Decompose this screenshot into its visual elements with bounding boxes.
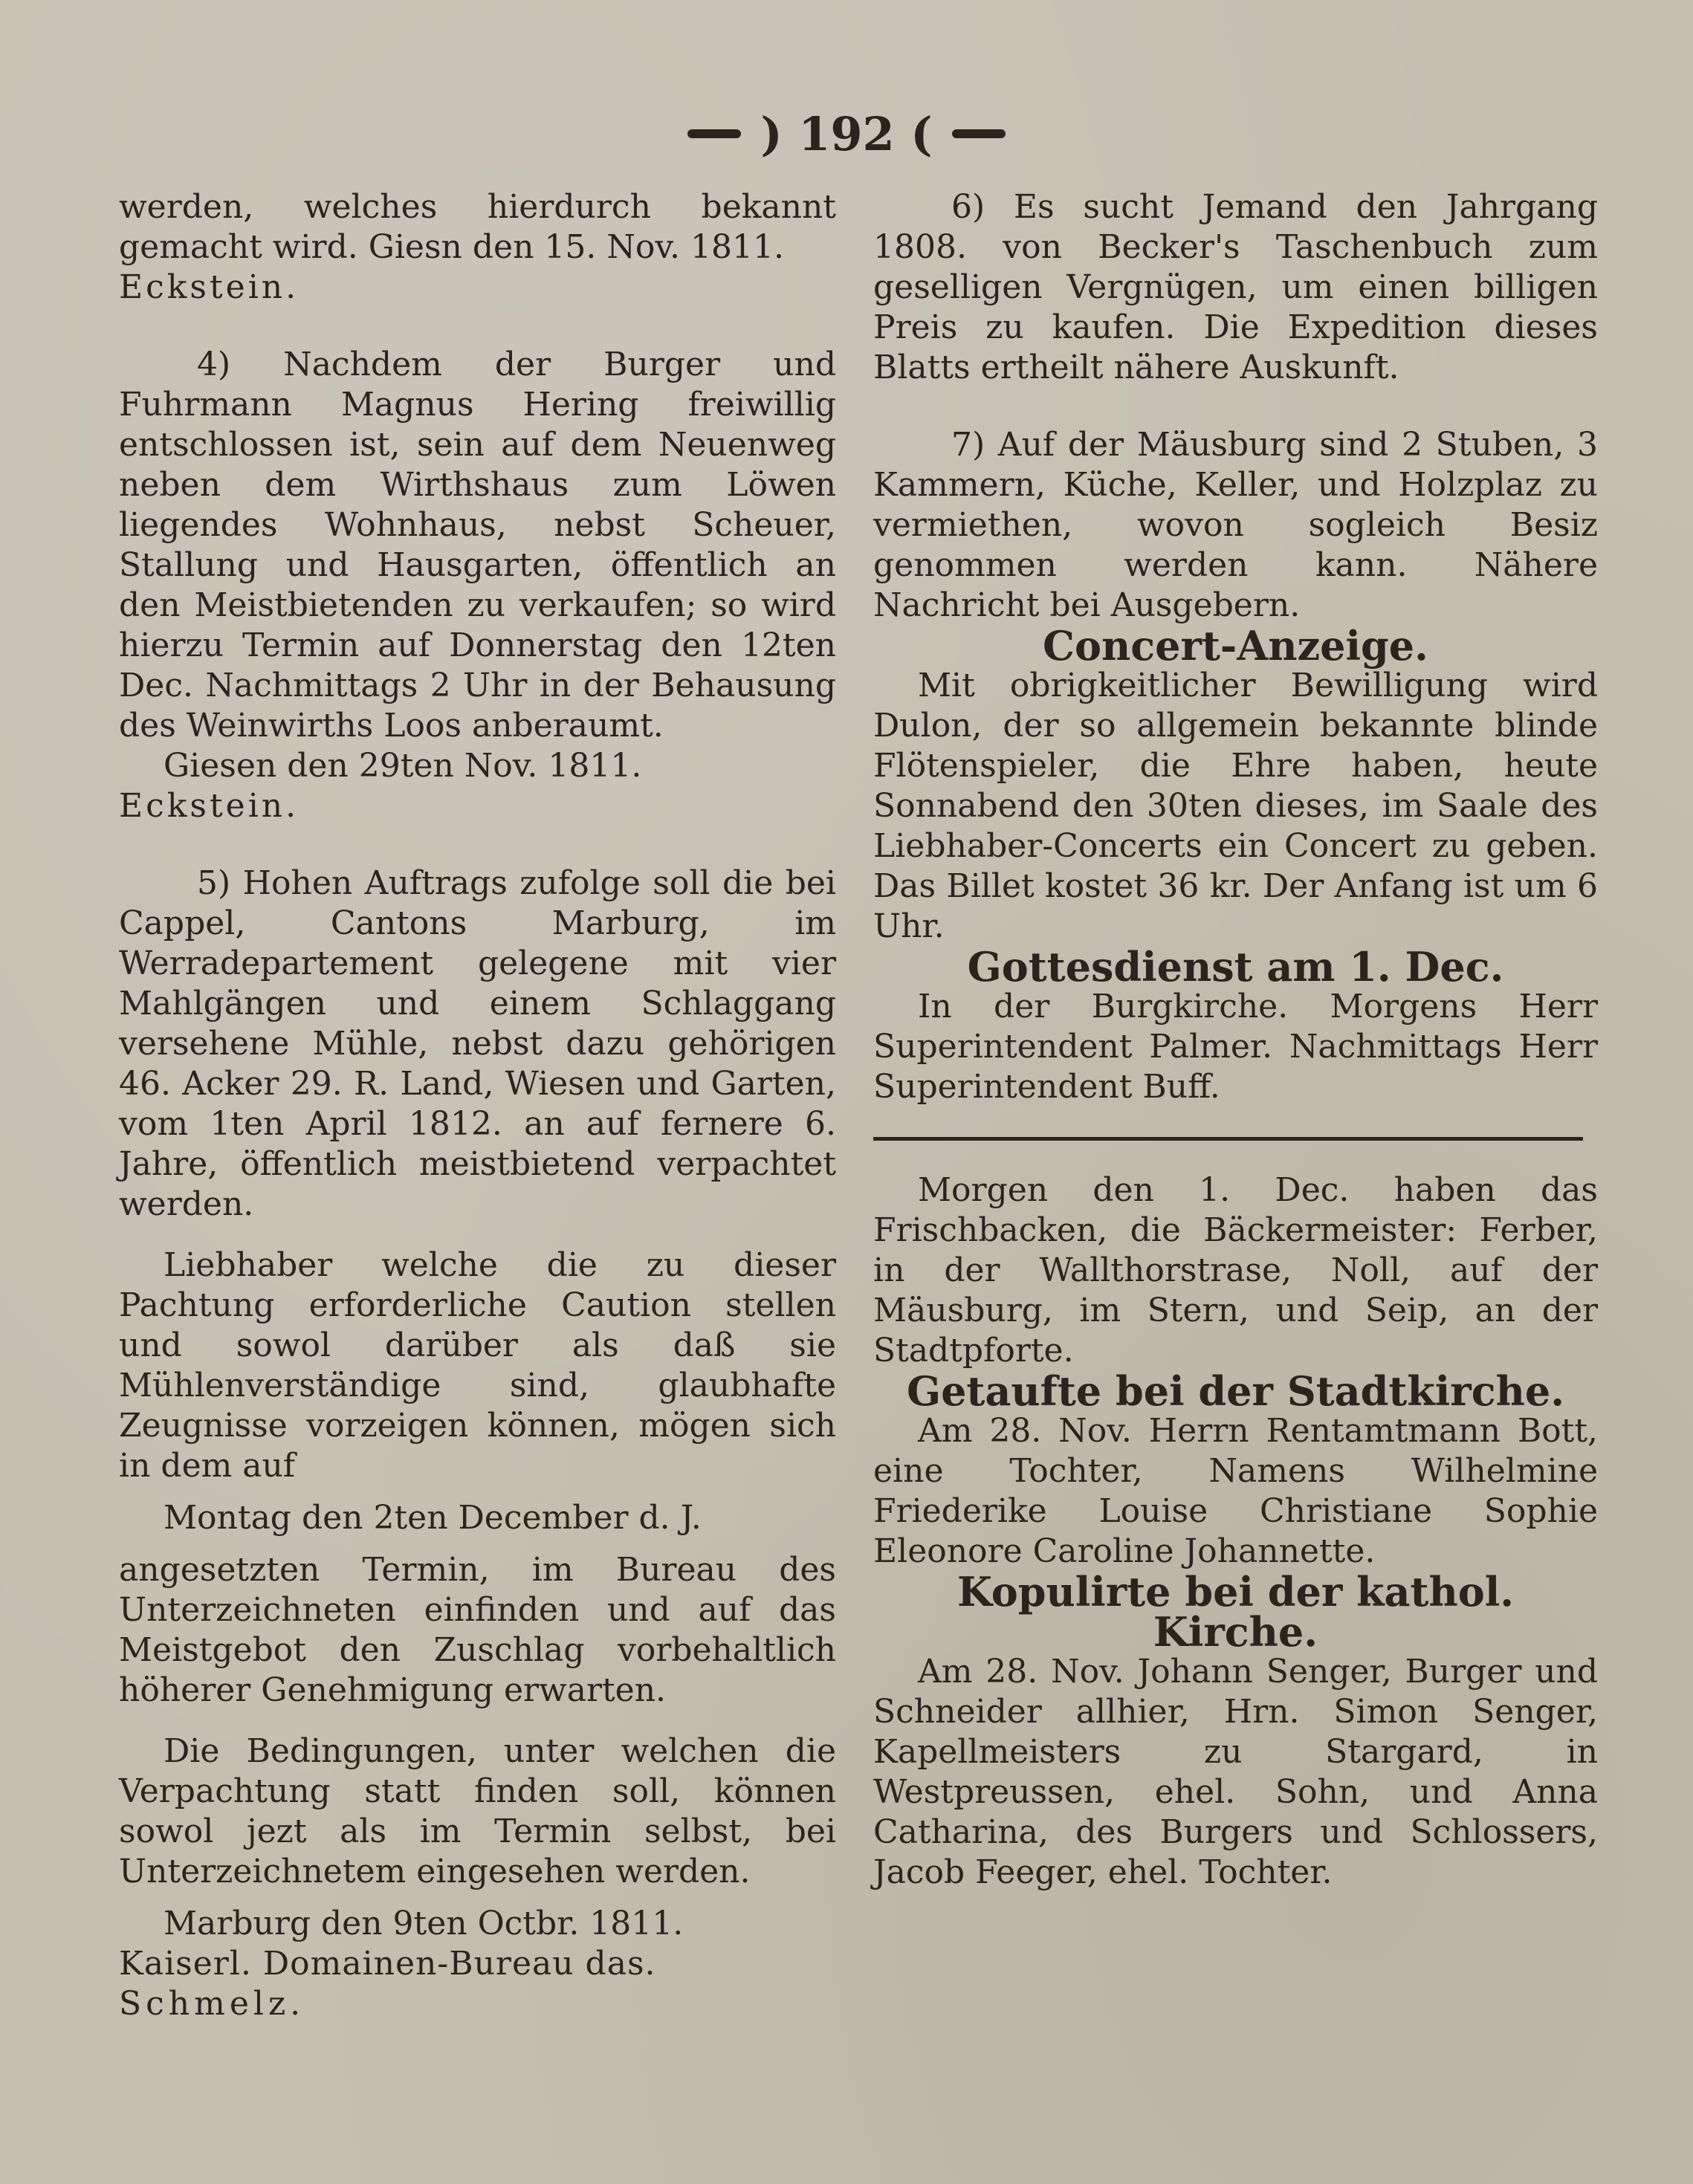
baptized-heading: Getaufte bei der Stadtkirche. (906, 1367, 1565, 1415)
notice-5-paragraph-2: Liebhaber welche die zu dieser Pachtung erforderliche Caution stellen und sowol darüber als daß sie Mühlenverständige sind, glaubhafte Zeugnisse vorzeigen können, mögen sich in dem auf (119, 1246, 836, 1485)
notice-3-signature: Eckstein. (119, 268, 300, 306)
section-divider (873, 1137, 1583, 1141)
notice-5-paragraph-4: Die Bedingungen, unter welchen die Verpachtung statt finden soll, können sowol jezt als im Termin selbst, bei Unterzeichnetem eingesehen werden. (119, 1732, 836, 1890)
notice-4-date: Giesen den 29ten Nov. 1811. (164, 747, 642, 785)
notice-5-paragraph-3: angesetzten Termin, im Bureau des Unterzeichneten einfinden und auf das Meistgebot den Zuschlag vorbehaltlich höherer Genehmigung erwarten. (119, 1551, 836, 1709)
concert-heading: Concert-Anzeige. (1043, 622, 1428, 670)
notice-7-text: 7) Auf der Mäusburg sind 2 Stuben, 3 Kammern, Küche, Keller, und Holzplaz zu vermiethen, wovon sogleich Besiz genommen werden kann. Nähere Nachricht bei Ausgebern. (873, 426, 1598, 624)
church-service-heading: Gottesdienst am 1. Dec. (967, 943, 1504, 991)
notice-5-date-line: Montag den 2ten December d. J. (164, 1499, 702, 1537)
church-service-text: In der Burgkirche. Morgens Herr Superintendent Palmer. Nachmittags Herr Superintendent Buff. (873, 988, 1598, 1106)
right-column (873, 187, 1598, 1893)
concert-text: Mit obrigkeitlicher Bewilligung wird Dulon, der so allgemein bekannte blinde Flötenspieler, die Ehre haben, heute Sonnabend den 30ten dieses, im Saale des Liebhaber-Concerts ein Concert zu geben. Das Billet kostet 36 kr. Der Anfang ist um 6 Uhr. (873, 667, 1598, 945)
notice-5-office: Kaiserl. Domainen-Bureau das. (119, 1945, 656, 1983)
notice-5-signature: Schmelz. (119, 1985, 305, 2023)
header-rule-right (952, 129, 1006, 138)
baptized-text: Am 28. Nov. Herrn Rentamtmann Bott, eine Tochter, Namens Wilhelmine Friederike Louise Christiane Sophie Eleonore Caroline Johannette. (873, 1412, 1598, 1570)
page-number: ) 192 ( (760, 106, 933, 161)
notice-3-text: werden, welches hierdurch bekannt gemacht wird. Giesn den 15. Nov. 1811. (119, 188, 836, 266)
page-header (0, 104, 1693, 163)
married-heading: Kopulirte bei der kathol. Kirche. (956, 1568, 1515, 1656)
notice-6-text: 6) Es sucht Jemand den Jahrgang 1808. von Becker's Taschenbuch zum geselligen Vergnügen, um einen billigen Preis zu kaufen. Die Expedition dieses Blatts ertheilt nähere Auskunft. (873, 188, 1598, 386)
notice-5-text: 5) Hohen Auftrags zufolge soll die bei Cappel, Cantons Marburg, im Werradepartement gelegene mit vier Mahlgängen und einem Schlaggang versehene Mühle, nebst dazu gehörigen 46. Acker 29. R. Land, Wiesen und Garten, vom 1ten April 1812. an auf fernere 6. Jahre, öffentlich meistbietend verpachtet werden. (119, 864, 836, 1223)
notice-4-signature: Eckstein. (119, 787, 300, 825)
header-rule-left (687, 129, 741, 138)
notice-4-text: 4) Nachdem der Burger und Fuhrmann Magnus Hering freiwillig entschlossen ist, sein auf dem Neuenweg neben dem Wirthshaus zum Löwen liegendes Wohnhaus, nebst Scheuer, Stallung und Hausgarten, öffentlich an den Meistbietenden zu verkaufen; so wird hierzu Termin auf Donnerstag den 12ten Dec. Nachmittags 2 Uhr in der Behausung des Weinwirths Loos anberaumt. (119, 346, 836, 745)
left-column (119, 187, 836, 2024)
married-text: Am 28. Nov. Johann Senger, Burger und Schneider allhier, Hrn. Simon Senger, Kapellmeisters zu Stargard, in Westpreussen, ehel. Sohn, und Anna Catharina, des Burgers und Schlossers, Jacob Feeger, ehel. Tochter. (873, 1653, 1598, 1891)
bakers-notice-text: Morgen den 1. Dec. haben das Frischbacken, die Bäckermeister: Ferber, in der Wallthorstrase, Noll, auf der Mäusburg, im Stern, und Seip, an der Stadtpforte. (873, 1171, 1598, 1370)
notice-5-place-date: Marburg den 9ten Octbr. 1811. (164, 1905, 684, 1942)
